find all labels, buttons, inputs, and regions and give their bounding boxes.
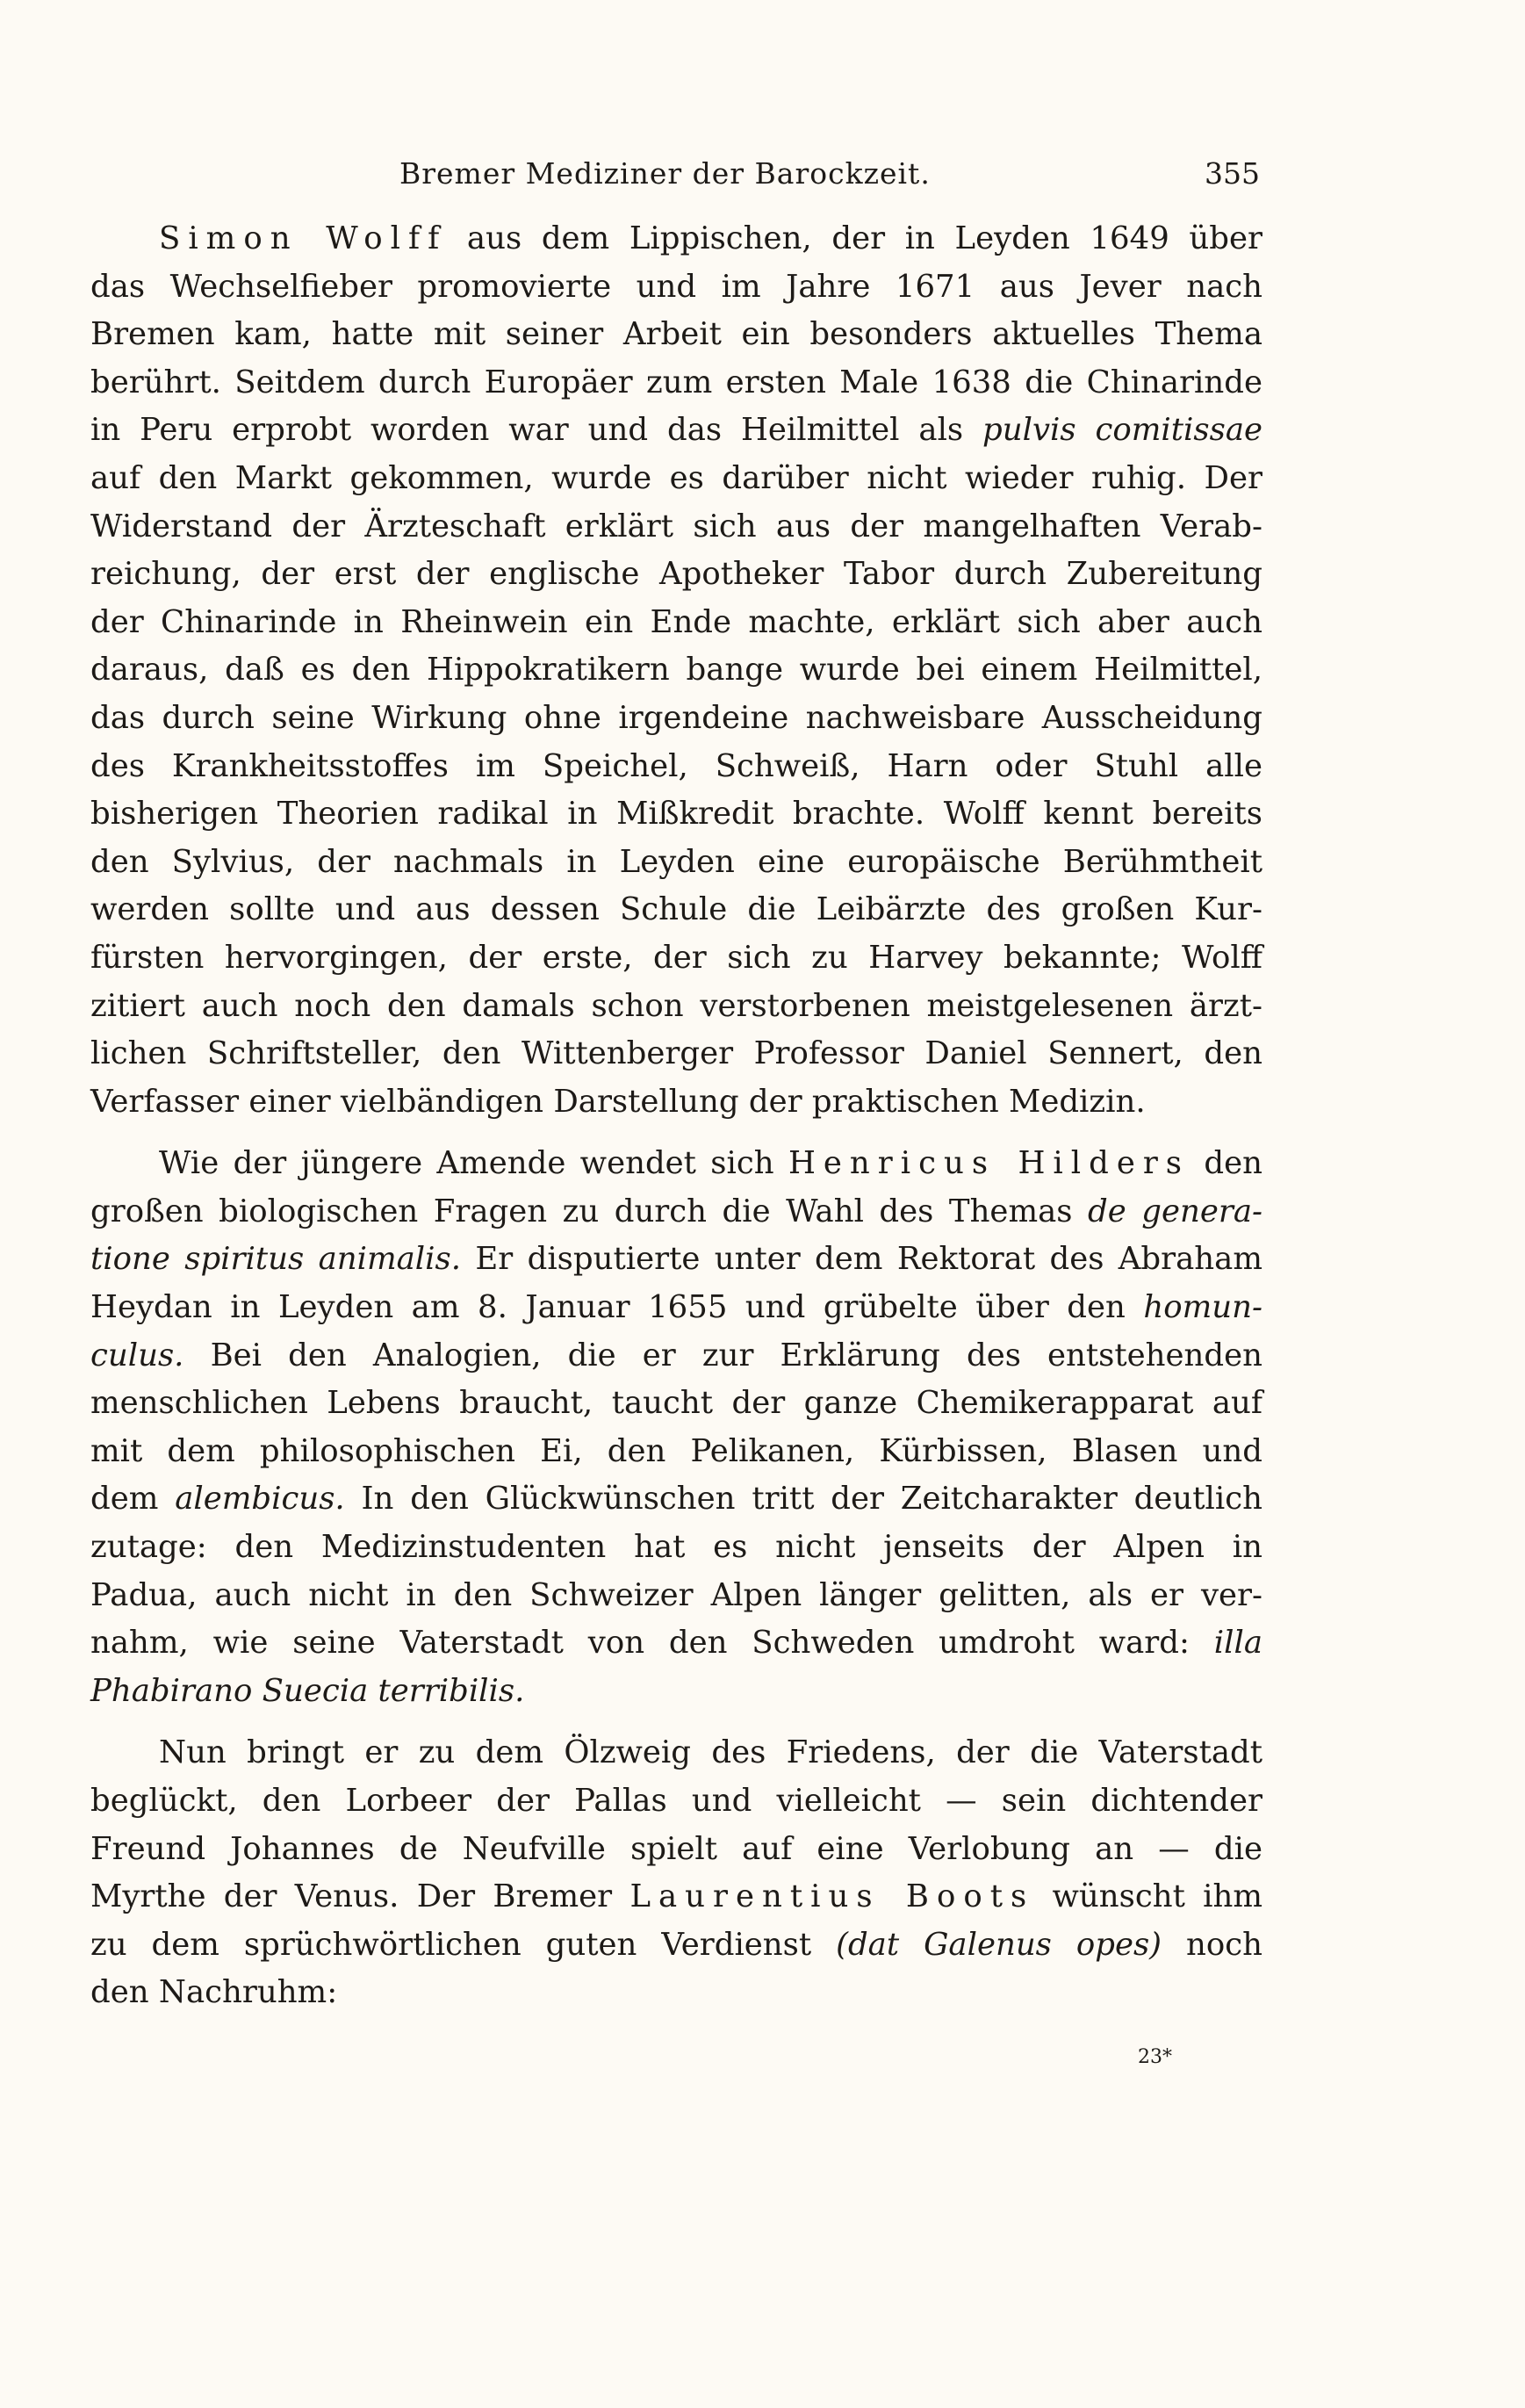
text-segment: Padua, auch nicht in den Schweizer Alpen länger gelitten, als er ver- xyxy=(90,1576,1262,1613)
text-line xyxy=(90,1140,1262,1188)
text-segment: Er disputierte unter dem Rektorat des Abraham xyxy=(460,1241,1262,1278)
text-segment: mit dem philosophischen Ei, den Pelikanen, Kürbissen, Blasen und xyxy=(90,1432,1262,1469)
text-line xyxy=(90,551,1262,599)
text-segment: Bremen kam, hatte mit seiner Arbeit ein besonders aktuelles Thema xyxy=(90,316,1262,353)
text-line xyxy=(90,695,1262,743)
text-line xyxy=(90,886,1262,934)
text-line xyxy=(90,311,1262,359)
text-line xyxy=(90,215,1262,263)
text-line xyxy=(90,1332,1262,1381)
text-line xyxy=(90,1668,1262,1716)
text-segment: Bei den Analogien, die er zur Erklärung des entstehenden xyxy=(183,1337,1262,1373)
italic-phrase: Phabirano Suecia terribilis. xyxy=(90,1672,525,1709)
italic-phrase: de genera- xyxy=(1088,1193,1262,1229)
text-line xyxy=(90,1284,1262,1332)
text-segment: zutage: den Medizinstudenten hat es nicht jenseits der Alpen in xyxy=(90,1529,1262,1566)
text-segment: der Chinarinde in Rheinwein ein Ende machte, erklärt sich aber auch xyxy=(90,603,1262,640)
text-segment: den Sylvius, der nachmals in Leyden eine europäische Berühmtheit xyxy=(90,843,1262,880)
text-line xyxy=(90,1380,1262,1428)
text-line xyxy=(90,1826,1262,1874)
italic-phrase: pulvis comitissae xyxy=(982,412,1262,449)
text-line xyxy=(90,1236,1262,1284)
text-line xyxy=(90,1619,1262,1668)
text-line xyxy=(90,263,1262,312)
text-line xyxy=(90,983,1262,1031)
text-segment: Wie der jüngere Amende wendet sich xyxy=(159,1145,788,1182)
person-name: Laurentius Boots xyxy=(629,1878,1035,1915)
text-segment: das Wechselfieber promovierte und im Jahre 1671 aus Jever nach xyxy=(90,268,1262,305)
text-segment: Heydan in Leyden am 8. Januar 1655 und grübelte über den xyxy=(90,1289,1144,1326)
person-name: Henricus Hilders xyxy=(788,1145,1191,1182)
text-line xyxy=(90,359,1262,407)
paragraph xyxy=(90,1729,1262,2017)
text-line xyxy=(90,646,1262,695)
text-line xyxy=(90,1921,1262,1970)
text-line xyxy=(90,455,1262,503)
text-segment: Verfasser einer vielbändigen Darstellung der praktischen Medizin. xyxy=(90,1083,1146,1120)
text-line xyxy=(90,1572,1262,1620)
text-segment: daraus, daß es den Hippokratikern bange wurde bei einem Heilmittel, xyxy=(90,652,1262,689)
text-line xyxy=(90,1078,1262,1127)
text-line xyxy=(90,1777,1262,1826)
text-segment: dem xyxy=(90,1481,176,1518)
text-line xyxy=(90,1729,1262,1777)
text-segment: in Peru erprobt worden war und das Heilmittel als xyxy=(90,412,983,449)
text-segment: auf den Markt gekommen, wurde es darüber nicht wieder ruhig. Der xyxy=(90,459,1262,496)
text-segment: In den Glückwünschen tritt der Zeitcharakter deutlich xyxy=(344,1481,1262,1518)
text-segment: reichung, der erst der englische Apotheker Tabor durch Zubereitung xyxy=(90,556,1262,593)
text-segment: werden sollte und aus dessen Schule die Leibärzte des großen Kur- xyxy=(90,891,1262,928)
text-line xyxy=(90,1524,1262,1572)
text-segment: Nun bringt er zu dem Ölzweig des Friedens, der die Vaterstadt xyxy=(159,1734,1262,1771)
text-line xyxy=(90,934,1262,983)
text-segment: nahm, wie seine Vaterstadt von den Schweden umdroht ward: xyxy=(90,1625,1214,1662)
text-line xyxy=(90,407,1262,455)
text-segment: wünscht ihm xyxy=(1034,1878,1263,1915)
text-segment: aus dem Lippischen, der in Leyden 1649 über xyxy=(447,220,1262,256)
text-segment: menschlichen Lebens braucht, taucht der ganze Chemikerapparat auf xyxy=(90,1385,1262,1422)
paragraph xyxy=(90,1140,1262,1715)
text-line xyxy=(90,1873,1262,1921)
italic-phrase: tione spiritus animalis. xyxy=(90,1241,461,1278)
text-line xyxy=(90,743,1262,791)
italic-phrase: alembicus. xyxy=(175,1481,345,1518)
text-line xyxy=(90,1030,1262,1078)
text-segment: berührt. Seitdem durch Europäer zum ersten Male 1638 die Chinarinde xyxy=(90,364,1262,400)
italic-phrase: culus. xyxy=(90,1337,184,1373)
text-segment: das durch seine Wirkung ohne irgendeine nachweisbare Ausscheidung xyxy=(90,699,1262,736)
italic-phrase: (dat Galenus opes) xyxy=(836,1926,1162,1963)
text-segment: zitiert auch noch den damals schon verstorbenen meistgelesenen ärzt- xyxy=(90,987,1262,1024)
text-line xyxy=(90,1475,1262,1524)
text-segment: lichen Schriftsteller, den Wittenberger Professor Daniel Sennert, den xyxy=(90,1035,1262,1072)
text-segment: den xyxy=(1190,1145,1262,1182)
italic-phrase: homun- xyxy=(1143,1289,1262,1326)
italic-phrase: illa xyxy=(1213,1625,1262,1662)
text-segment: Myrthe der Venus. Der Bremer xyxy=(90,1878,630,1915)
running-head: Bremer Mediziner der Barockzeit. xyxy=(399,156,931,191)
text-line xyxy=(90,599,1262,647)
text-segment: fürsten hervorgingen, der erste, der sich zu Harvey bekannte; Wolff xyxy=(90,939,1262,976)
text-segment: noch xyxy=(1162,1926,1262,1963)
text-segment: Widerstand der Ärzteschaft erklärt sich aus der mangelhaften Verab- xyxy=(90,508,1262,544)
signature-mark: 23* xyxy=(1138,2046,1172,2068)
text-segment: großen biologischen Fragen zu durch die Wahl des Themas xyxy=(90,1193,1088,1229)
body-text xyxy=(90,215,1262,2017)
text-line xyxy=(90,503,1262,552)
person-name: Simon Wolff xyxy=(159,220,448,256)
paragraph xyxy=(90,215,1262,1126)
text-line xyxy=(90,1428,1262,1476)
text-segment: Freund Johannes de Neufville spielt auf eine Verlobung an — die xyxy=(90,1830,1262,1867)
text-segment: beglückt, den Lorbeer der Pallas und vielleicht — sein dichtender xyxy=(90,1783,1262,1819)
paragraph-gap xyxy=(90,1126,1262,1140)
paragraph-gap xyxy=(90,1715,1262,1729)
text-line xyxy=(90,1188,1262,1236)
text-line xyxy=(90,839,1262,887)
text-segment: zu dem sprüchwörtlichen guten Verdienst xyxy=(90,1926,837,1963)
text-segment: bisherigen Theorien radikal in Mißkredit brachte. Wolff kennt bereits xyxy=(90,796,1262,833)
text-segment: den Nachruhm: xyxy=(90,1974,338,2011)
text-line xyxy=(90,1969,1262,2017)
page-number: 355 xyxy=(1205,156,1260,191)
text-segment: des Krankheitsstoffes im Speichel, Schweiß, Harn oder Stuhl alle xyxy=(90,747,1262,784)
text-line xyxy=(90,790,1262,839)
